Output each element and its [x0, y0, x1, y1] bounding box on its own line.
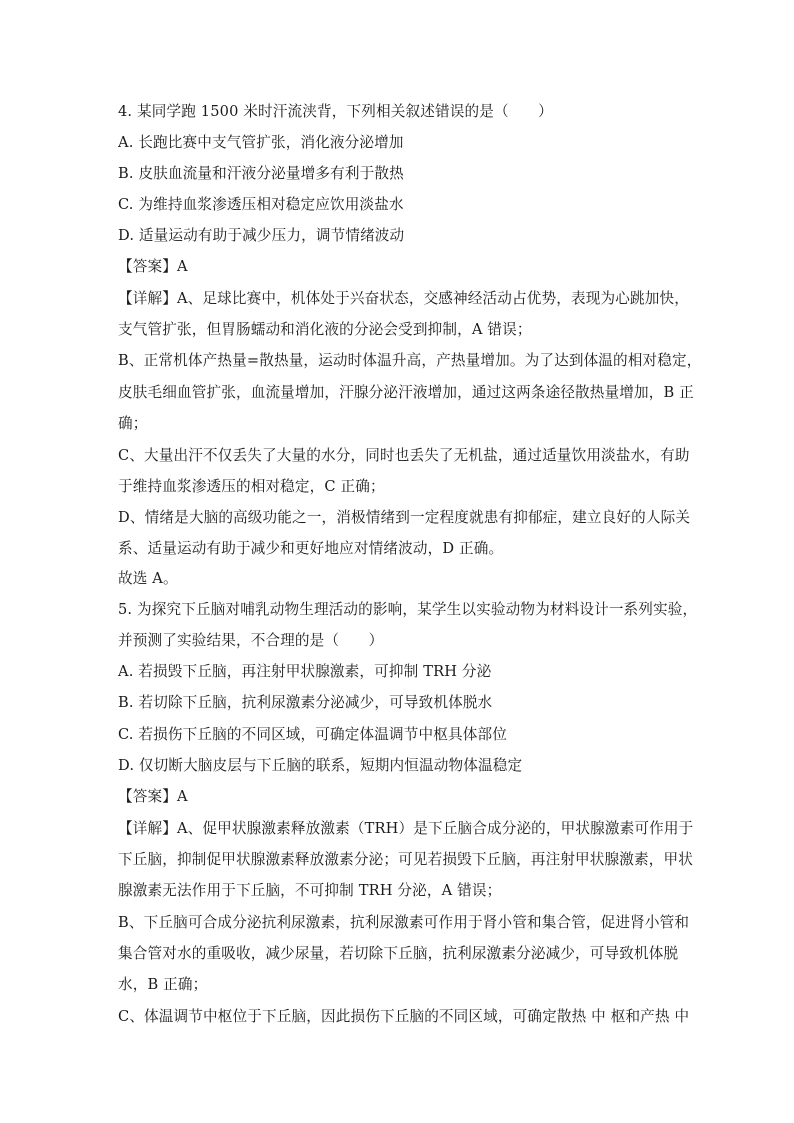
question-4-explanation-line: D、情绪是大脑的高级功能之一，消极情绪到一定程度就患有抑郁症，建立良好的人际关 — [118, 509, 691, 526]
question-5-explanation-line: 水，B 正确； — [118, 976, 208, 993]
question-4-explanation-line: 于维持血浆渗透压的相对稳定，C 正确； — [118, 478, 385, 495]
question-5-explanation-line: B、下丘脑可合成分泌抗利尿激素，抗利尿激素可作用于肾小管和集合管，促进肾小管和 — [118, 914, 690, 931]
question-5-explanation-line: 【详解】A、促甲状腺激素释放激素（TRH）是下丘脑合成分泌的，甲状腺激素可作用于 — [118, 820, 694, 837]
question-5-answer: 【答案】A — [118, 788, 188, 805]
question-4-explanation-line: C、大量出汗不仅丢失了大量的水分，同时也丢失了无机盐，通过适量饮用淡盐水，有助 — [118, 447, 690, 464]
question-4-explanation-line: B、正常机体产热量=散热量，运动时体温升高，产热量增加。为了达到体温的相对稳定， — [118, 352, 702, 369]
question-5-explanation-line: C、体温调节中枢位于下丘脑，因此损伤下丘脑的不同区域，可确定散热 中 枢和产热 中 — [118, 1008, 690, 1025]
question-4-explanation-line: 支气管扩张，但胃肠蠕动和消化液的分泌会受到抑制，A 错误； — [118, 321, 532, 338]
question-4-answer: 【答案】A — [118, 258, 188, 275]
question-4-option-c: C. 为维持血浆渗透压相对稳定应饮用淡盐水 — [118, 196, 404, 213]
question-5-explanation-line: 腺激素无法作用于下丘脑，不可抑制 TRH 分泌，A 错误； — [118, 882, 502, 899]
question-5-option-a: A. 若损毁下丘脑，再注射甲状腺激素，可抑制 TRH 分泌 — [118, 663, 492, 680]
question-4-option-a: A. 长跑比赛中支气管扩张，消化液分泌增加 — [118, 134, 404, 151]
question-4-explanation-line: 【详解】A、足球比赛中，机体处于兴奋状态，交感神经活动占优势，表现为心跳加快， — [118, 290, 689, 307]
question-5-stem: 并预测了实验结果，不合理的是（ ） — [118, 632, 384, 649]
question-4-explanation-line: 确； — [118, 415, 148, 432]
question-4-conclusion: 故选 A。 — [118, 570, 178, 587]
question-4-stem: 4. 某同学跑 1500 米时汗流浃背，下列相关叙述错误的是（ ） — [118, 103, 553, 120]
question-4-explanation-line: 皮肤毛细血管扩张，血流量增加，汗腺分泌汗液增加，通过这两条途径散热量增加，B 正 — [118, 384, 694, 401]
question-4-option-b: B. 皮肤血流量和汗液分泌量增多有利于散热 — [118, 165, 404, 182]
question-5-option-d: D. 仅切断大脑皮层与下丘脑的联系，短期内恒温动物体温稳定 — [118, 757, 523, 774]
question-5-explanation-line: 集合管对水的重吸收，减少尿量，若切除下丘脑，抗利尿激素分泌减少，可导致机体脱 — [118, 945, 679, 962]
question-5-option-b: B. 若切除下丘脑，抗利尿激素分泌减少，可导致机体脱水 — [118, 694, 493, 711]
question-4-explanation-line: 系、适量运动有助于减少和更好地应对情绪波动，D 正确。 — [118, 540, 504, 557]
question-5-stem: 5. 为探究下丘脑对哺乳动物生理活动的影响，某学生以实验动物为材料设计一系列实验， — [118, 601, 698, 618]
question-5-option-c: C. 若损伤下丘脑的不同区域，可确定体温调节中枢具体部位 — [118, 726, 507, 743]
question-5-explanation-line: 下丘脑，抑制促甲状腺激素释放激素分泌；可见若损毁下丘脑，再注射甲状腺激素，甲状 — [118, 851, 694, 868]
question-4-option-d: D. 适量运动有助于减少压力，调节情绪波动 — [118, 227, 405, 244]
